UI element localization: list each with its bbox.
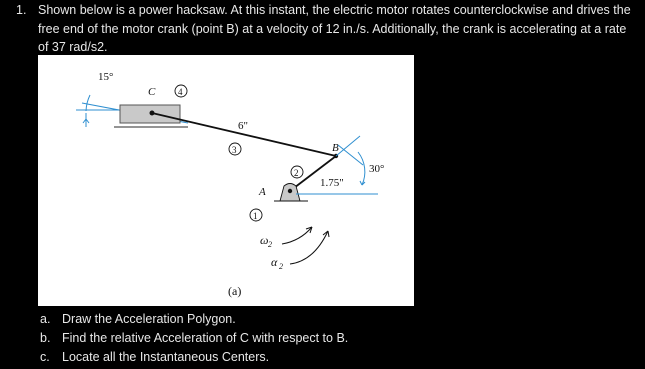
omega-symbol: ω: [260, 233, 269, 247]
question-number: 1.: [16, 3, 27, 17]
angle-arc-top: [86, 95, 90, 111]
hacksaw-figure: [38, 55, 414, 306]
angle-arc-right: [358, 152, 365, 185]
subquestion-text: Find the relative Acceleration of C with respect to B.: [62, 331, 349, 345]
question-text: Shown below is a power hacksaw. At this instant, the electric motor rotates counterclockwise and drives the free end of the motor crank (point B) at a velocity of 12 in./s. Additionally, the crank is accelerating at a rate of 37 rad/s2.: [38, 3, 631, 54]
point-label-A: A: [259, 186, 266, 198]
mechanism-diagram: [38, 55, 414, 306]
angle-label-right: 30°: [369, 163, 385, 175]
subquestion-text: Locate all the Instantaneous Centers.: [62, 350, 270, 364]
subquestion-text: Draw the Acceleration Polygon.: [62, 312, 236, 326]
point-label-C: C: [148, 86, 156, 98]
subquestion-letter: b.: [40, 331, 51, 345]
alpha-subscript: 2: [279, 262, 283, 271]
length-label-CB: 6": [238, 120, 248, 132]
omega-arrow: [282, 227, 312, 244]
link-3-label: 3: [232, 145, 237, 155]
subquestion-letter: a.: [40, 312, 51, 326]
subquestion-letter: c.: [40, 350, 50, 364]
link-2-label: 2: [294, 168, 299, 178]
link-1-label: 1: [253, 211, 258, 221]
angle-label-top: 15°: [98, 71, 114, 83]
angle-extension-line: [338, 145, 363, 165]
point-label-B: B: [332, 142, 339, 154]
alpha-symbol: α: [271, 255, 278, 269]
omega-subscript: 2: [268, 240, 272, 249]
alpha-arrow: [290, 231, 328, 264]
pin-A: [288, 189, 292, 193]
figure-caption: (a): [228, 284, 242, 298]
length-label-AB: 1.75": [320, 177, 344, 189]
link-4-label: 4: [178, 87, 183, 97]
